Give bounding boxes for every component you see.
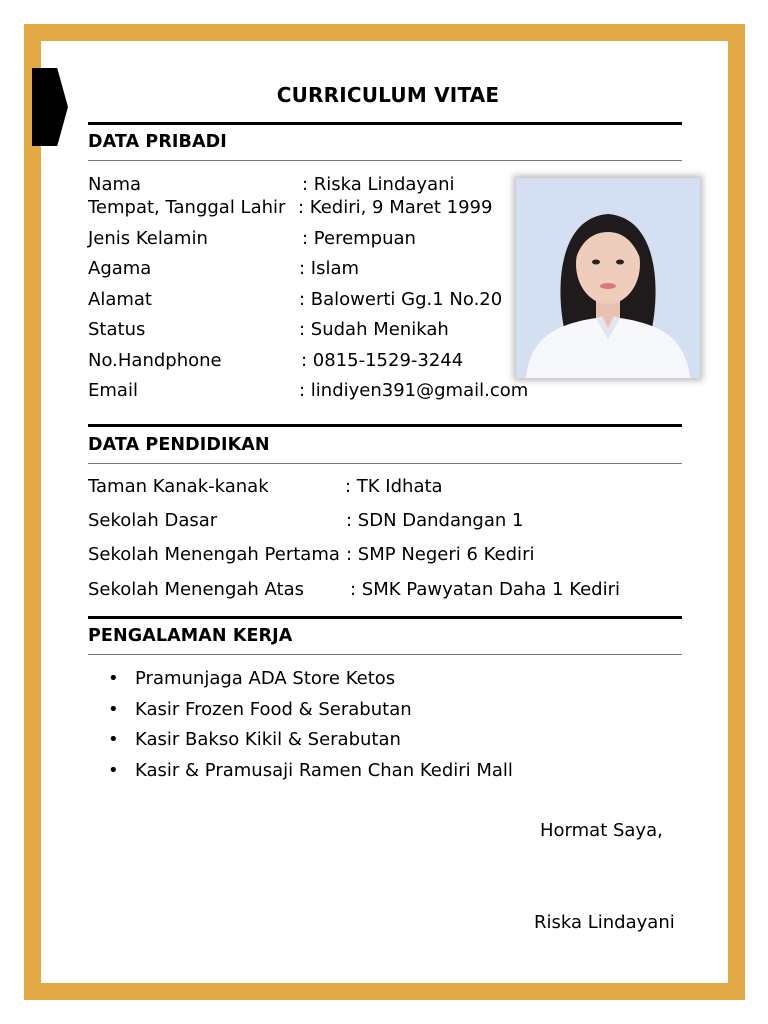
field-label: Sekolah Menengah Pertama (88, 544, 340, 565)
section-divider-top (88, 424, 682, 427)
bullet-icon: • (108, 698, 119, 720)
field-label: Sekolah Menengah Atas (88, 579, 304, 600)
field-label: No.Handphone (88, 350, 222, 371)
section-divider-top (88, 616, 682, 619)
signature-name: Riska Lindayani (534, 912, 675, 933)
field-value: : Perempuan (302, 228, 416, 249)
field-value: : Kediri, 9 Maret 1999 (298, 197, 493, 218)
field-value: : Islam (299, 258, 360, 279)
field-value: : Sudah Menikah (299, 319, 449, 340)
bullet-icon: • (108, 668, 119, 689)
experience-item-text: Kasir Bakso Kikil & Serabutan (135, 729, 401, 750)
field-label: Tempat, Tanggal Lahir (88, 197, 286, 218)
experience-item-text: Pramunjaga ADA Store Ketos (135, 668, 396, 689)
field-label: Sekolah Dasar (88, 510, 218, 531)
field-value: : SMP Negeri 6 Kediri (346, 544, 535, 565)
field-value: : SDN Dandangan 1 (346, 510, 524, 531)
list-item (108, 666, 513, 697)
field-label: Agama (88, 258, 152, 279)
section-heading-personal: DATA PRIBADI (88, 132, 227, 152)
bullet-icon: • (108, 729, 119, 750)
portrait-illustration (516, 178, 700, 378)
field-value: : Riska Lindayani (302, 174, 455, 195)
field-label: Nama (88, 174, 142, 195)
experience-list (108, 666, 513, 788)
section-divider-bottom (88, 463, 682, 464)
field-label: Taman Kanak-kanak (88, 476, 269, 497)
section-heading-education: DATA PENDIDIKAN (88, 435, 270, 455)
section-heading-experience: PENGALAMAN KERJA (88, 626, 293, 646)
section-divider-top (88, 122, 682, 125)
document-title: CURRICULUM VITAE (276, 83, 500, 107)
field-value: : SMK Pawyatan Daha 1 Kediri (350, 579, 620, 600)
section-divider-bottom (88, 160, 682, 161)
field-label: Alamat (88, 289, 152, 310)
portrait-photo (516, 178, 700, 378)
experience-item-text: Kasir & Pramusaji Ramen Chan Kediri Mall (135, 759, 513, 781)
bullet-icon: • (108, 759, 119, 781)
list-item (108, 697, 513, 728)
field-label: Jenis Kelamin (88, 228, 208, 249)
section-divider-bottom (88, 654, 682, 655)
experience-item-text: Kasir Frozen Food & Serabutan (135, 698, 412, 720)
field-label: Status (88, 319, 146, 340)
field-value: : lindiyen391@gmail.com (299, 380, 529, 401)
field-value: : TK Idhata (345, 476, 443, 497)
list-item (108, 727, 513, 758)
field-value: : Balowerti Gg.1 No.20 (299, 289, 503, 310)
list-item (108, 758, 513, 789)
field-label: Email (88, 380, 138, 401)
closing-greeting: Hormat Saya, (540, 820, 663, 841)
field-value: : 0815-1529-3244 (301, 350, 464, 371)
